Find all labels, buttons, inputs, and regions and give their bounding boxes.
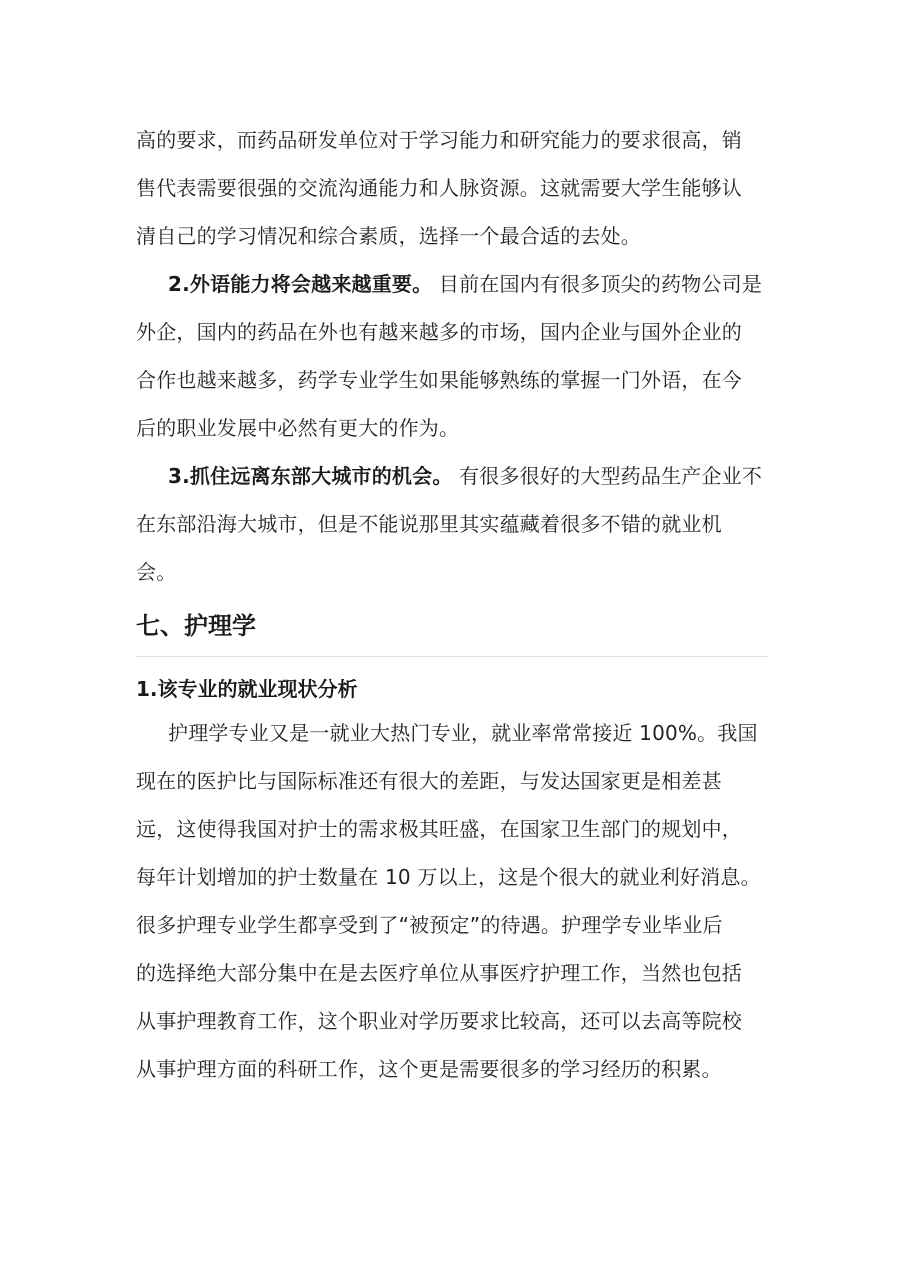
text-line: 售代表需要很强的交流沟通能力和人脉资源。这就需要大学生能够认 — [136, 176, 742, 200]
text-line: 的选择绝大部分集中在是去医疗单位从事医疗护理工作，当然也包括 — [136, 961, 742, 985]
text-line: 从事护理方面的科研工作，这个更是需要很多的学习经历的积累。 — [136, 1057, 722, 1081]
text-line: 高的要求，而药品研发单位对于学习能力和研究能力的要求很高，销 — [136, 128, 742, 152]
text-line: 在东部沿海大城市，但是不能说那里其实蕴藏着很多不错的就业机 — [136, 512, 722, 536]
text-line: 后的职业发展中必然有更大的作为。 — [136, 416, 460, 440]
text-line: 会。 — [136, 560, 177, 584]
point-heading: 2.外语能力将会越来越重要。 — [168, 272, 433, 296]
text-line: 合作也越来越多，药学专业学生如果能够熟练的掌握一门外语，在今 — [136, 368, 742, 392]
paragraph-city-opportunity — [136, 452, 768, 596]
text-line — [136, 452, 768, 500]
paragraph-pharmacy-requirements — [136, 116, 768, 260]
text-span: 有很多很好的大型药品生产企业不 — [452, 464, 763, 488]
section-title: 七、护理学 — [136, 606, 768, 657]
text-line: 从事护理教育工作，这个职业对学历要求比较高，还可以去高等院校 — [136, 1009, 742, 1033]
document-page — [136, 116, 768, 1093]
text-line: 护理学专业又是一就业大热门专业，就业率常常接近 100%。我国 — [168, 721, 758, 745]
text-line: 很多护理专业学生都享受到了“被预定”的待遇。护理学专业毕业后 — [136, 913, 723, 937]
text-line: 外企，国内的药品在外也有越来越多的市场，国内企业与国外企业的 — [136, 320, 742, 344]
text-line: 现在的医护比与国际标准还有很大的差距，与发达国家更是相差甚 — [136, 769, 722, 793]
text-line: 远，这使得我国对护士的需求极其旺盛，在国家卫生部门的规划中， — [136, 817, 742, 841]
text-line — [136, 260, 768, 308]
point-heading: 3.抓住远离东部大城市的机会。 — [168, 464, 453, 488]
subsection-title: 1.该专业的就业现状分析 — [136, 677, 358, 701]
text-span: 目前在国内有很多顶尖的药物公司是 — [432, 272, 763, 296]
paragraph-foreign-language — [136, 260, 768, 452]
paragraph-nursing-employment — [136, 709, 768, 1093]
text-line: 清自己的学习情况和综合素质，选择一个最合适的去处。 — [136, 224, 641, 248]
text-line: 每年计划增加的护士数量在 10 万以上，这是个很大的就业利好消息。 — [136, 865, 761, 889]
